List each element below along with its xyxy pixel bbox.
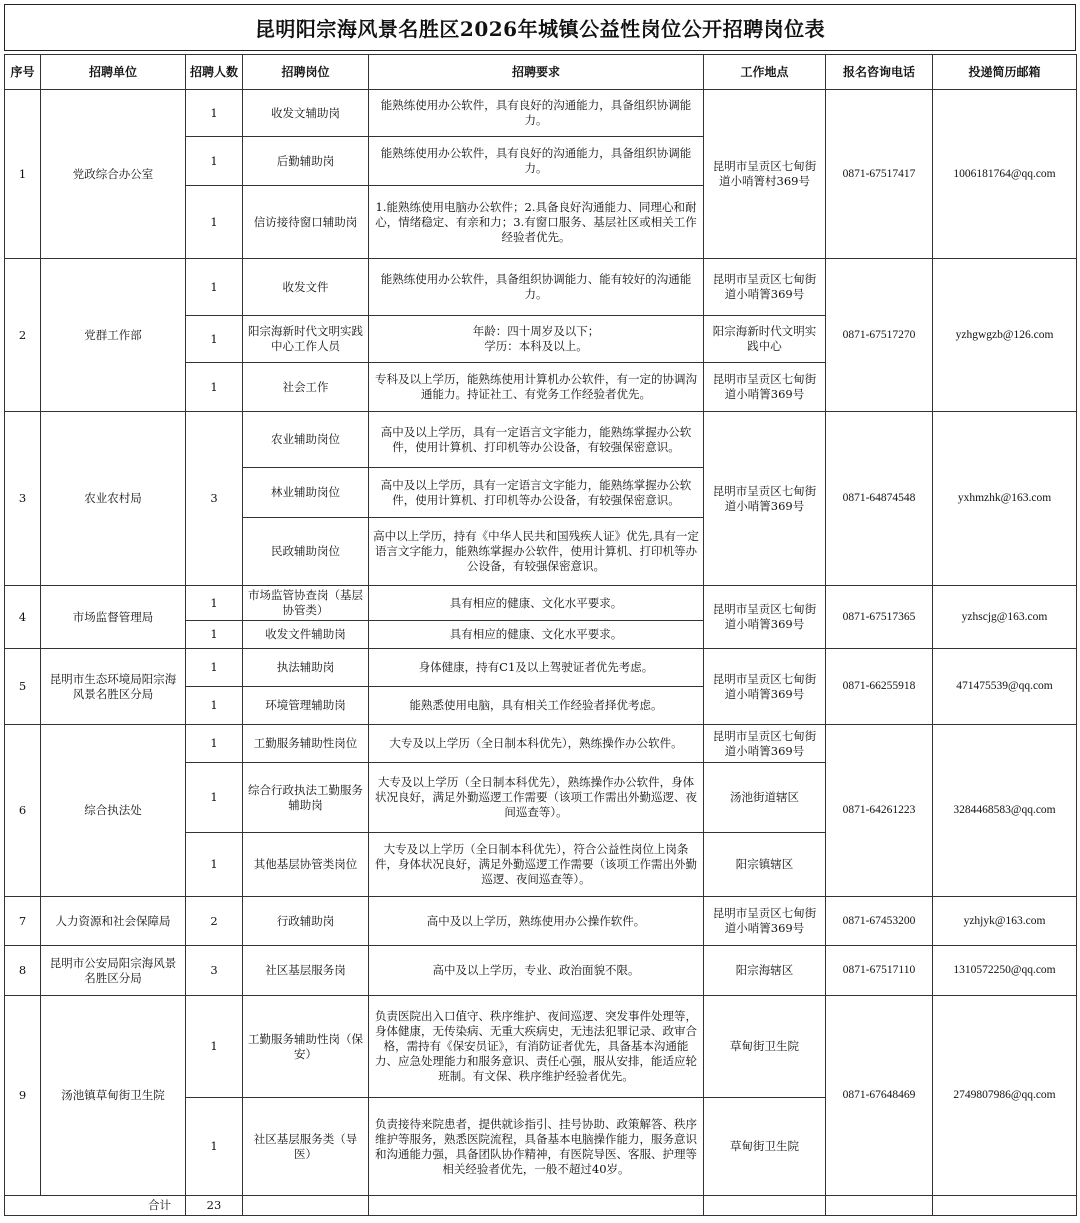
position-name: 信访接待窗口辅助岗 <box>243 186 369 259</box>
table-row <box>5 996 1077 1098</box>
position-count: 1 <box>186 137 243 186</box>
position-name: 工勤服务辅助性岗位 <box>243 725 369 763</box>
work-location: 昆明市呈贡区七甸街道小哨箐369号 <box>704 586 826 649</box>
resume-email: 1006181764@qq.com <box>933 90 1077 259</box>
position-count: 1 <box>186 725 243 763</box>
position-name: 其他基层协管类岗位 <box>243 833 369 897</box>
contact-phone: 0871-67517270 <box>826 259 933 412</box>
position-name: 民政辅助岗位 <box>243 518 369 586</box>
position-count: 1 <box>186 90 243 137</box>
resume-email: 471475539@qq.com <box>933 649 1077 725</box>
recruiting-unit: 农业农村局 <box>41 412 186 586</box>
position-requirements: 专科及以上学历，能熟练使用计算机办公软件，有一定的协调沟通能力。持证社工、有党务工作经验者优先。 <box>369 363 704 412</box>
position-count: 1 <box>186 649 243 687</box>
position-name: 环境管理辅助岗 <box>243 687 369 725</box>
row-no: 4 <box>5 586 41 649</box>
position-count: 1 <box>186 586 243 621</box>
header-requirements: 招聘要求 <box>369 55 704 90</box>
header-location: 工作地点 <box>704 55 826 90</box>
position-requirements: 能熟练使用办公软件，具有良好的沟通能力，具备组织协调能力。 <box>369 90 704 137</box>
header-email: 投递简历邮箱 <box>933 55 1077 90</box>
header-unit: 招聘单位 <box>41 55 186 90</box>
contact-phone: 0871-67517365 <box>826 586 933 649</box>
work-location: 昆明市呈贡区七甸街道小哨箐369号 <box>704 412 826 586</box>
total-empty-cell <box>369 1196 704 1216</box>
row-no: 3 <box>5 412 41 586</box>
position-requirements: 负责接待来院患者，提供就诊指引、挂号协助、政策解答、秩序维护等服务，熟悉医院流程，具备基本电脑操作能力，服务意识和沟通能力强，具备团队协作精神，有医院导医、客服、护理等相关经验者优先，一般不超过40岁。 <box>369 1098 704 1196</box>
recruiting-unit: 昆明市公安局阳宗海风景名胜区分局 <box>41 946 186 996</box>
position-name: 行政辅助岗 <box>243 897 369 946</box>
total-row <box>5 1196 1077 1216</box>
position-requirements: 大专及以上学历（全日制本科优先），熟练操作办公软件，身体状况良好，满足外勤巡逻工作需要（该项工作需出外勤巡逻、夜间巡查等）。 <box>369 763 704 833</box>
position-name: 社区基层服务岗 <box>243 946 369 996</box>
resume-email: 3284468583@qq.com <box>933 725 1077 897</box>
position-requirements: 具有相应的健康、文化水平要求。 <box>369 586 704 621</box>
table-row <box>5 649 1077 687</box>
header-post: 招聘岗位 <box>243 55 369 90</box>
position-requirements: 高中及以上学历，具有一定语言文字能力，能熟练掌握办公软件，使用计算机、打印机等办公设备，有较强保密意识。 <box>369 412 704 468</box>
total-empty-cell <box>826 1196 933 1216</box>
position-count: 1 <box>186 363 243 412</box>
position-requirements: 负责医院出入口值守、秩序维护、夜间巡逻、突发事件处理等，身体健康，无传染病、无重大疾病史，无违法犯罪记录、政审合格，需持有《保安员证》，有消防证者优先，具备基本沟通能力、应急处理能力和服务意识、责任心强，服从安排，能适应轮班制。有文保、秩序维护经验者优先。 <box>369 996 704 1098</box>
work-location: 阳宗海辖区 <box>704 946 826 996</box>
work-location: 汤池街道辖区 <box>704 763 826 833</box>
position-name: 社区基层服务类（导医） <box>243 1098 369 1196</box>
contact-phone: 0871-66255918 <box>826 649 933 725</box>
position-requirements: 1.能熟练使用电脑办公软件；2.具备良好沟通能力、同理心和耐心，情绪稳定、有亲和力；3.有窗口服务、基层社区或相关工作经验者优先。 <box>369 186 704 259</box>
position-name: 执法辅助岗 <box>243 649 369 687</box>
total-count: 23 <box>186 1196 243 1216</box>
recruitment-table <box>4 54 1077 1216</box>
row-no: 2 <box>5 259 41 412</box>
position-count: 1 <box>186 833 243 897</box>
position-name: 林业辅助岗位 <box>243 468 369 518</box>
position-count: 1 <box>186 996 243 1098</box>
contact-phone: 0871-64874548 <box>826 412 933 586</box>
position-requirements: 高中及以上学历，具有一定语言文字能力，能熟练掌握办公软件，使用计算机、打印机等办公设备，有较强保密意识。 <box>369 468 704 518</box>
position-requirements: 高中及以上学历，熟练使用办公操作软件。 <box>369 897 704 946</box>
resume-email: yzhgwgzb@126.com <box>933 259 1077 412</box>
work-location: 昆明市呈贡区七甸街道小哨箐369号 <box>704 725 826 763</box>
work-location: 昆明市呈贡区七甸街道小哨箐369号 <box>704 259 826 316</box>
work-location: 阳宗海新时代文明实践中心 <box>704 316 826 363</box>
resume-email: 1310572250@qq.com <box>933 946 1077 996</box>
contact-phone: 0871-67517417 <box>826 90 933 259</box>
position-count: 1 <box>186 259 243 316</box>
position-count: 1 <box>186 621 243 649</box>
position-name: 市场监管协查岗（基层协管类） <box>243 586 369 621</box>
position-requirements: 高中以上学历，持有《中华人民共和国残疾人证》优先,具有一定语言文字能力，能熟练掌握办公软件，使用计算机、打印机等办公设备，有较强保密意识。 <box>369 518 704 586</box>
position-count: 2 <box>186 897 243 946</box>
position-requirements: 大专及以上学历（全日制本科优先），熟练操作办公软件。 <box>369 725 704 763</box>
contact-phone: 0871-67453200 <box>826 897 933 946</box>
row-no: 8 <box>5 946 41 996</box>
table-row <box>5 586 1077 621</box>
total-empty-cell <box>933 1196 1077 1216</box>
position-count: 3 <box>186 412 243 586</box>
position-count: 1 <box>186 687 243 725</box>
position-name: 收发文件 <box>243 259 369 316</box>
position-count: 1 <box>186 763 243 833</box>
position-count: 1 <box>186 186 243 259</box>
recruiting-unit: 昆明市生态环境局阳宗海风景名胜区分局 <box>41 649 186 725</box>
table-row <box>5 946 1077 996</box>
table-row <box>5 90 1077 137</box>
position-requirements: 能熟悉使用电脑，具有相关工作经验者择优考虑。 <box>369 687 704 725</box>
work-location: 草甸街卫生院 <box>704 1098 826 1196</box>
table-row <box>5 259 1077 316</box>
page-title: 昆明阳宗海风景名胜区2026年城镇公益性岗位公开招聘岗位表 <box>4 4 1076 51</box>
position-count: 1 <box>186 1098 243 1196</box>
table-row <box>5 412 1077 468</box>
position-count: 3 <box>186 946 243 996</box>
position-name: 社会工作 <box>243 363 369 412</box>
position-requirements: 能熟练使用办公软件，具备组织协调能力、能有较好的沟通能力。 <box>369 259 704 316</box>
row-no: 6 <box>5 725 41 897</box>
work-location: 草甸街卫生院 <box>704 996 826 1098</box>
contact-phone: 0871-67648469 <box>826 996 933 1196</box>
position-requirements: 高中及以上学历，专业、政治面貌不限。 <box>369 946 704 996</box>
work-location: 昆明市呈贡区七甸街道小哨箐369号 <box>704 897 826 946</box>
row-no: 7 <box>5 897 41 946</box>
row-no: 5 <box>5 649 41 725</box>
work-location: 阳宗镇辖区 <box>704 833 826 897</box>
recruiting-unit: 汤池镇草甸街卫生院 <box>41 996 186 1196</box>
recruiting-unit: 党群工作部 <box>41 259 186 412</box>
total-label: 合计 <box>5 1196 186 1216</box>
resume-email: yxhmzhk@163.com <box>933 412 1077 586</box>
table-row <box>5 725 1077 763</box>
position-name: 阳宗海新时代文明实践中心工作人员 <box>243 316 369 363</box>
recruiting-unit: 综合执法处 <box>41 725 186 897</box>
total-empty-cell <box>704 1196 826 1216</box>
contact-phone: 0871-67517110 <box>826 946 933 996</box>
position-name: 后勤辅助岗 <box>243 137 369 186</box>
position-requirements: 年龄：四十周岁及以下； 学历：本科及以上。 <box>369 316 704 363</box>
work-location: 昆明市呈贡区七甸街道小哨箐村369号 <box>704 90 826 259</box>
position-requirements: 身体健康，持有C1及以上驾驶证者优先考虑。 <box>369 649 704 687</box>
recruiting-unit: 党政综合办公室 <box>41 90 186 259</box>
work-location: 昆明市呈贡区七甸街道小哨箐369号 <box>704 649 826 725</box>
resume-email: 2749807986@qq.com <box>933 996 1077 1196</box>
position-name: 综合行政执法工勤服务辅助岗 <box>243 763 369 833</box>
work-location: 昆明市呈贡区七甸街道小哨箐369号 <box>704 363 826 412</box>
recruiting-unit: 市场监督管理局 <box>41 586 186 649</box>
recruiting-unit: 人力资源和社会保障局 <box>41 897 186 946</box>
position-requirements: 能熟练使用办公软件，具有良好的沟通能力，具备组织协调能力。 <box>369 137 704 186</box>
position-requirements: 大专及以上学历（全日制本科优先），符合公益性岗位上岗条件，身体状况良好，满足外勤巡逻工作需要（该项工作需出外勤巡逻、夜间巡查等）。 <box>369 833 704 897</box>
resume-email: yzhscjg@163.com <box>933 586 1077 649</box>
position-requirements: 具有相应的健康、文化水平要求。 <box>369 621 704 649</box>
position-count: 1 <box>186 316 243 363</box>
position-name: 收发文辅助岗 <box>243 90 369 137</box>
header-count: 招聘人数 <box>186 55 243 90</box>
total-empty-cell <box>243 1196 369 1216</box>
contact-phone: 0871-64261223 <box>826 725 933 897</box>
table-row <box>5 897 1077 946</box>
resume-email: yzhjyk@163.com <box>933 897 1077 946</box>
position-name: 农业辅助岗位 <box>243 412 369 468</box>
position-name: 收发文件辅助岗 <box>243 621 369 649</box>
table-header-row <box>5 55 1077 90</box>
header-phone: 报名咨询电话 <box>826 55 933 90</box>
row-no: 1 <box>5 90 41 259</box>
row-no: 9 <box>5 996 41 1196</box>
position-name: 工勤服务辅助性岗（保安） <box>243 996 369 1098</box>
header-no: 序号 <box>5 55 41 90</box>
